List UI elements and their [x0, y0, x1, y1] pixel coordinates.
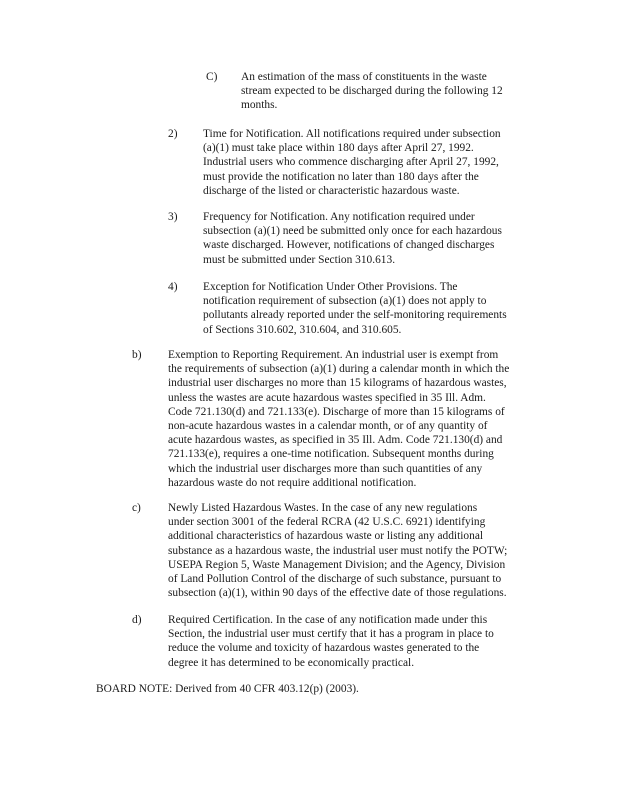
board-note: BOARD NOTE: Derived from 40 CFR 403.12(p) (2003).	[96, 683, 359, 695]
item-label: b)	[132, 349, 142, 361]
item-text: Exemption to Reporting Requirement. An industrial user is exempt from the requirements of subsection (a)(1) during a calendar month in which the industrial user discharges no more than 15 kilograms of hazardous wastes, unless the wastes are acute hazardous wastes specified in 35 Ill. Adm. Code 721.130(d) and 721.133(e). Discharge of more than 15 kilograms of non-acute hazardous wastes in a calendar month, or of any quantity of acute hazardous wastes, as specified in 35 Ill. Adm. Code 721.130(d) and 721.133(e), requires a one-time notification. Subsequent months during which the industrial user discharges more than such quantities of any hazardous waste do not require additional notification.	[168, 349, 510, 489]
item-label: 2)	[168, 128, 178, 140]
item-text: An estimation of the mass of constituents in the waste stream expected to be discharged during the following 12 months.	[241, 71, 503, 112]
item-label: 4)	[168, 281, 178, 293]
item-label: c)	[132, 502, 141, 514]
item-label: 3)	[168, 211, 178, 223]
item-text: Exception for Notification Under Other Provisions. The notification requirement of subsection (a)(1) does not apply to pollutants already reported under the self-monitoring requirements of Sections 310.602, 310.604, and 310.605.	[203, 281, 507, 336]
item-text: Time for Notification. All notifications required under subsection (a)(1) must take place within 180 days after April 27, 1992. Industrial users who commence discharging after April 27, 1992, must provide the notification no later than 180 days after the discharge of the listed or characteristic hazardous waste.	[203, 128, 501, 197]
item-text: Frequency for Notification. Any notification required under subsection (a)(1) need be submitted only once for each hazardous waste discharged. However, notifications of changed discharges must be submitted under Section 310.613.	[203, 211, 502, 266]
item-text: Newly Listed Hazardous Wastes. In the case of any new regulations under section 3001 of the federal RCRA (42 U.S.C. 6921) identifying additional characteristics of hazardous waste or listing any additional substance as a hazardous waste, the industrial user must notify the POTW; USEPA Region 5, Waste Management Division; and the Agency, Division of Land Pollution Control of the discharge of such substance, pursuant to subsection (a)(1), within 90 days of the effective date of those regulations.	[168, 502, 508, 600]
item-text: Required Certification. In the case of any notification made under this Section, the industrial user must certify that it has a program in place to reduce the volume and toxicity of hazardous wastes generated to the degree it has determined to be economically practical.	[168, 614, 494, 669]
item-label: C)	[206, 71, 218, 83]
item-label: d)	[132, 614, 142, 626]
